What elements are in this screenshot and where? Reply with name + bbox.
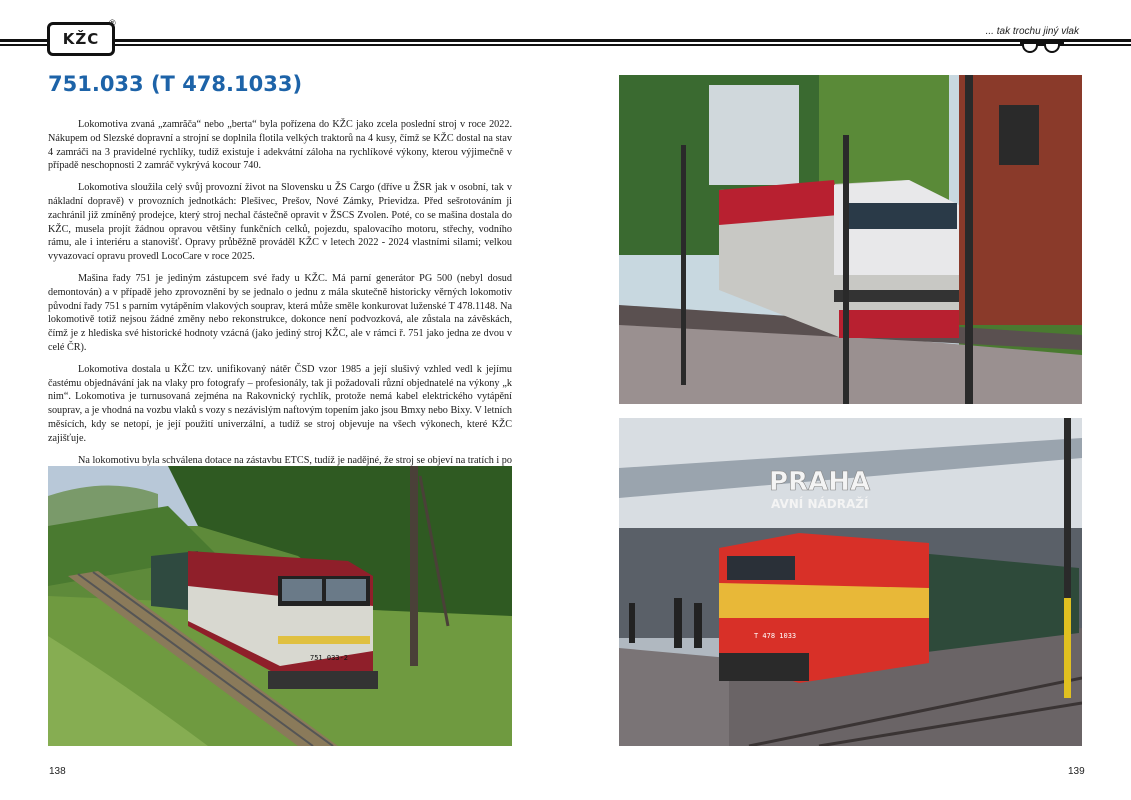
logo-text: KŽC [62, 30, 100, 48]
photo1-loco-number: 751 033-2 [310, 654, 348, 662]
article-body [48, 118, 512, 489]
wheels-icon [1020, 40, 1064, 54]
station-sign-sub: AVNÍ NÁDRAŽÍ [771, 497, 869, 511]
header-tagline: ... tak trochu jiný vlak [985, 26, 1079, 37]
page-number-right: 139 [1068, 766, 1085, 777]
paragraph-3: Mašina řady 751 je jediným zástupcem své řady u KŽC. Má parní generátor PG 500 (nebyl dosud demontován) a v případě jeho zprovoznění by se jednalo o jednu z mála skutečně historicky věrných lokomotiv původní řady 751 s parním vytápěním vlakových souprav, která může směle konkurovat luženské T 478.1148. Na lokomotivě totiž nejsou žádné změny nebo rekonstrukce, dokonce není podvozková, ale zůstala na závěskách, čímž je z hlediska své historické hodnoty vzácná (jako jediný stroj KŽC, ale v rámci ř. 751 jako jedna ze dvou v celé ČR). [48, 272, 512, 353]
kzc-logo [47, 22, 115, 56]
photo-countryside-locomotive [48, 466, 512, 746]
article-title: 751.033 (T 478.1033) [48, 72, 303, 96]
paragraph-2: Lokomotiva sloužila celý svůj provozní život na Slovensku u ŽS Cargo (dříve u ŽSR jak v osobní, tak v nákladní dopravě) v provozních jednotkách: Plešivec, Prešov, Nové Zámky, Prievidza. Před sešrotováním ji zachránil již zmíněný prodejce, který stroj nechal částečně opravit v ŽSCS Zvolen. Poté, co se mašina dostala do KŽC, musela projít žádnou opravou většiny funkčních celků, pojezdu, spalovacího motoru, střechy, vodního rámu, ale i interiéru a stanovišť. Opravy průběžně prováděl KŽC v letech 2022 - 2024 vlastními silami; velkou vyvazovací opravu provedl LocoCare v roce 2025. [48, 182, 512, 263]
paragraph-1: Lokomotiva zvaná „zamrăča“ nebo „berta“ byla pořízena do KŽC jako zcela poslední stroj v roce 2022. Nákupem od Slezské dopravní a strojní se doplnila flotila velkých traktorů na 4 kusy, čímž se KŽC dostal na stav 4 zamráči na 3 pravidelné rychlíky, tudíž existuje i adekvátní záloha na rychlíkové výkony, kterou výjimečně v případě neschopnosti 2 zamráč vykrývá kocour 740. [48, 119, 512, 172]
registered-mark: ® [109, 18, 116, 28]
paragraph-4: Lokomotiva dostala u KŽC tzv. unifikovaný nátěr ČSD vzor 1985 a její slušivý vzhled vedl k jejímu častému objednávání jak na vlaky pro fotografy – profesionály, tak ji požadovali různí objednatelé na výkony „k nim“. Lokomotiva je turnusovaná zejména na Rakovnický rychlík, protože nemá kabel elektrického vytápění souprav, a je vhodná na vozbu vlaků s vozy s nezávislým naftovým topením jako jsou Bmxy nebo Bixy. V letních měsících, kdy se netopí, je její použití univerzální, a tudíž se stroj objevuje na všech výkonech, které KŽC zajišťuje. [48, 363, 512, 444]
header-rail-line [0, 39, 1131, 42]
paragraph-5: Na lokomotivu byla schválena dotace na zástavbu ETCS, tudíž je nadějné, že stroj se objeví na tratích i po [78, 454, 512, 466]
station-sign: PRAHA [769, 467, 871, 497]
page-number-left: 138 [49, 766, 66, 777]
photo3-loco-number: T 478 1033 [754, 632, 797, 640]
photo-station-locomotive [619, 75, 1082, 404]
photo-praha-station [619, 418, 1082, 746]
header-rail-line-thin [0, 44, 1131, 46]
